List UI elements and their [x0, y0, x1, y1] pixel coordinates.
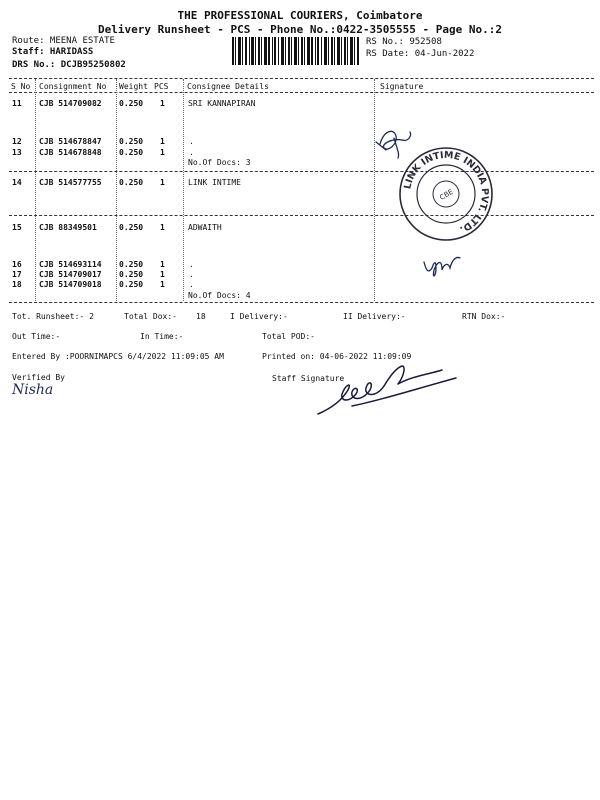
handwritten-signature-row-16: [420, 250, 464, 286]
table-row-weight: 0.250: [119, 260, 144, 269]
route-label: Route: MEENA ESTATE: [12, 36, 115, 46]
table-row-consignee: .: [189, 137, 194, 146]
verified-by-label: Verified By: [12, 373, 65, 382]
table-row-consignment: CJB 514709017: [39, 270, 102, 279]
drs-number: DRS No.: DCJB95250802: [12, 60, 126, 70]
table-row-pcs: 1: [160, 260, 165, 269]
docs-count-group-2: No.Of Docs: 4: [188, 291, 251, 300]
column-separator: [183, 79, 184, 301]
out-time-label: Out Time:-: [12, 332, 61, 341]
table-row-weight: 0.250: [119, 280, 144, 289]
group-divider-1: [9, 171, 594, 172]
table-row-consignee: .: [189, 148, 194, 157]
handwritten-signature-row-12: [372, 122, 418, 162]
table-row-consignee: .: [189, 280, 194, 289]
col-header-weight: Weight: [119, 82, 148, 91]
table-row-weight: 0.250: [119, 178, 144, 187]
table-row-sno: 13: [12, 148, 22, 157]
table-row-pcs: 1: [160, 280, 165, 289]
staff-handwritten-signature: [312, 360, 462, 424]
table-row-consignment: CJB 514678847: [39, 137, 102, 146]
header-bottom-rule: [9, 92, 594, 93]
ii-delivery-label: II Delivery:-: [343, 312, 406, 321]
table-row-sno: 11: [12, 99, 22, 108]
docs-count-group-1: No.Of Docs: 3: [188, 158, 251, 167]
column-separator: [35, 79, 36, 301]
table-row-pcs: 1: [160, 178, 165, 187]
runsheet-title: Delivery Runsheet - PCS - Phone No.:0422-3505555 - Page No.:2: [98, 23, 502, 36]
table-row-consignee: LINK INTIME: [188, 178, 241, 187]
table-row-consignment: CJB 514693114: [39, 260, 102, 269]
rs-date: RS Date: 04-Jun-2022: [366, 49, 475, 59]
table-row-weight: 0.250: [119, 223, 144, 232]
table-row-weight: 0.250: [119, 270, 144, 279]
table-row-pcs: 1: [160, 99, 165, 108]
table-row-sno: 16: [12, 260, 22, 269]
rs-number: RS No.: 952508: [366, 37, 442, 47]
table-row-consignment: CJB 514709082: [39, 99, 102, 108]
total-dox-value: 18: [196, 312, 206, 321]
staff-signature-label: Staff Signature: [272, 374, 345, 383]
table-row-sno: 18: [12, 280, 22, 289]
table-row-pcs: 1: [160, 148, 165, 157]
verifier-handwritten-name: Nisha: [12, 382, 54, 398]
table-row-consignee: .: [189, 270, 194, 279]
printed-on: Printed on: 04-06-2022 11:09:09: [262, 352, 412, 361]
col-header-signature: Signature: [380, 82, 424, 91]
table-row-consignment: CJB 514577755: [39, 178, 102, 187]
company-title: THE PROFESSIONAL COURIERS, Coimbatore: [177, 9, 423, 22]
total-dox-label: Total Dox:-: [124, 312, 177, 321]
table-row-sno: 14: [12, 178, 22, 187]
table-row-consignment: CJB 514709018: [39, 280, 102, 289]
table-row-pcs: 1: [160, 270, 165, 279]
col-header-sno: S No: [11, 82, 31, 91]
table-row-pcs: 1: [160, 137, 165, 146]
table-row-weight: 0.250: [119, 137, 144, 146]
table-row-consignee: SRI KANNAPIRAN: [188, 99, 256, 108]
in-time-label: In Time:-: [140, 332, 184, 341]
total-pod-label: Total POD:-: [262, 332, 315, 341]
stamp-center-text: CBE: [438, 187, 455, 202]
col-header-consignment: Consignment No: [39, 82, 107, 91]
total-runsheet: Tot. Runsheet:- 2: [12, 312, 94, 321]
table-top-rule: [9, 78, 594, 79]
table-row-consignee: .: [189, 260, 194, 269]
col-header-consignee: Consignee Details: [187, 82, 269, 91]
table-row-weight: 0.250: [119, 99, 144, 108]
table-row-consignment: CJB 514678848: [39, 148, 102, 157]
table-row-consignment: CJB 88349501: [39, 223, 97, 232]
table-row-pcs: 1: [160, 223, 165, 232]
column-separator: [374, 79, 375, 301]
table-row-sno: 15: [12, 223, 22, 232]
col-header-pcs: PCS: [154, 82, 169, 91]
entered-by: Entered By :POORNIMAPCS 6/4/2022 11:09:05 AM: [12, 352, 224, 361]
stamp-outer-text: LINK INTIME INDIA PVT. LTD.: [402, 149, 491, 235]
table-row-sno: 17: [12, 270, 22, 279]
group-divider-2: [9, 215, 594, 216]
table-row-weight: 0.250: [119, 148, 144, 157]
rtn-dox-label: RTN Dox:-: [462, 312, 506, 321]
column-separator: [116, 79, 117, 301]
table-row-consignee: ADWAITH: [188, 223, 222, 232]
table-row-sno: 12: [12, 137, 22, 146]
barcode: [232, 37, 360, 65]
staff-label: Staff: HARIDASS: [12, 47, 94, 57]
table-bottom-rule: [9, 302, 594, 303]
i-delivery-label: I Delivery:-: [230, 312, 288, 321]
